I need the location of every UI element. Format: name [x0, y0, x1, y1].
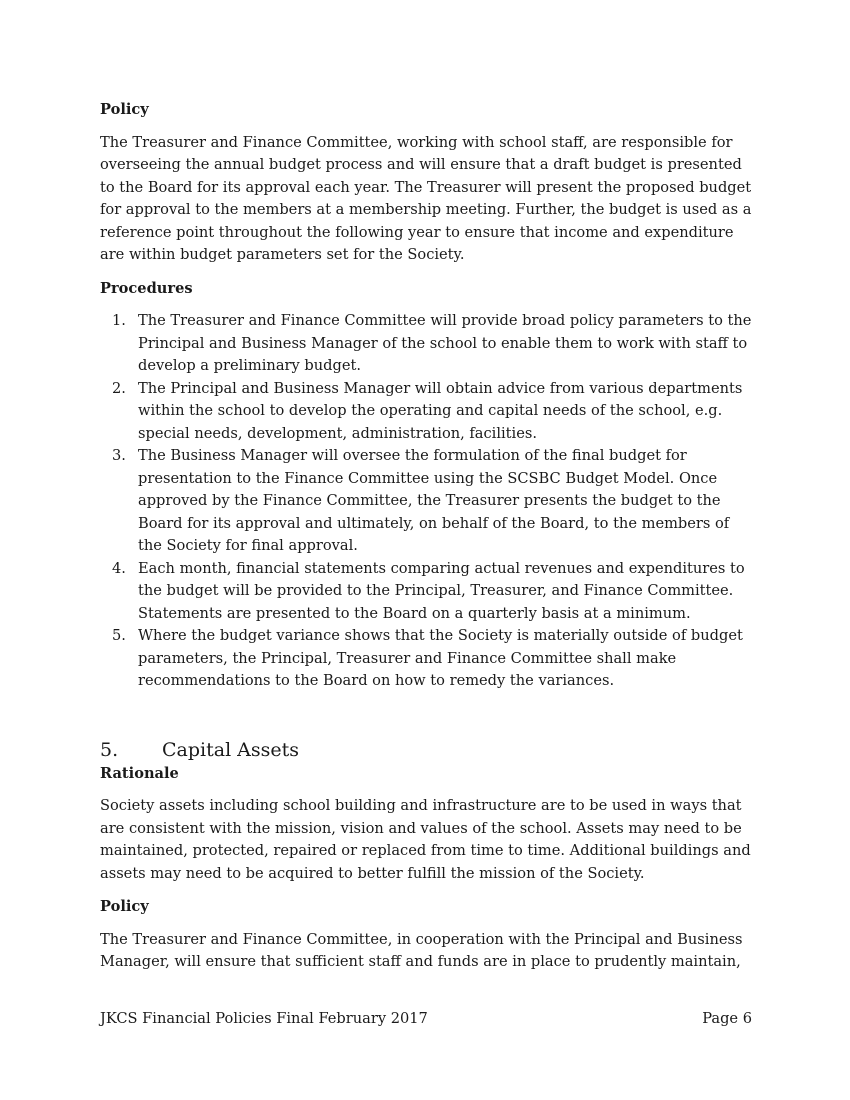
procedures-list: [100, 310, 752, 693]
capital-policy-heading: Policy: [100, 898, 149, 915]
section-number: 5.: [100, 738, 119, 761]
footer-page-number: Page 6: [702, 1010, 752, 1027]
rationale-paragraph: Society assets including school building and infrastructure are to be used in ways that are consistent with the mission, vision and values of the school. Assets may need to be maintained, protected, repaired or replaced from time to time. Additional buildings and assets may need to be acquired to better fulfill the mission of the Society.: [100, 797, 751, 882]
list-item-text: The Treasurer and Finance Committee will provide broad policy parameters to the Principal and Business Manager of the school to enable them to work with staff to develop a preliminary budget.: [138, 312, 752, 374]
capital-policy-paragraph: The Treasurer and Finance Committee, in cooperation with the Principal and Business Manager, will ensure that sufficient staff and funds are in place to prudently maintain,: [100, 930, 743, 970]
footer-document-title: JKCS Financial Policies Final February 2017: [100, 1010, 428, 1027]
list-item-number: 4.: [112, 559, 126, 577]
list-item: [100, 378, 752, 446]
section-title-text: Capital Assets: [162, 738, 300, 761]
list-item-text: The Business Manager will oversee the formulation of the final budget for presentation to the Finance Committee using the SCSBC Budget Model. Once approved by the Finance Committee, the Treasurer presents the budget to the Board for its approval and ultimately, on behalf of the Board, to the members of the Society for final approval.: [138, 447, 730, 554]
list-item: [100, 558, 752, 626]
policy-heading: Policy: [100, 101, 149, 118]
list-item-number: 1.: [112, 312, 126, 329]
procedures-heading: Procedures: [100, 279, 193, 297]
section-title: [100, 737, 752, 763]
rationale-heading: Rationale: [100, 764, 179, 782]
document-page: [100, 99, 752, 985]
list-item: [100, 625, 752, 693]
page-footer: [100, 1008, 752, 1030]
list-item-text: Where the budget variance shows that the Society is materially outside of budget parameters, the Principal, Treasurer and Finance Committee shall make recommendations to the Board on how to remedy the variances.: [138, 627, 743, 689]
policy-paragraph: The Treasurer and Finance Committee, working with school staff, are responsible for overseeing the annual budget process and will ensure that a draft budget is presented to the Board for its approval each year. The Treasurer will present the proposed budget for approval to the members at a membership meeting. Further, the budget is used as a reference point throughout the following year to ensure that income and expenditure are within budget parameters set for the Society.: [100, 133, 752, 263]
list-item-number: 3.: [112, 447, 126, 464]
list-item: [100, 445, 752, 558]
list-item-number: 5.: [112, 627, 126, 644]
list-item-text: The Principal and Business Manager will obtain advice from various departments within the school to develop the operating and capital needs of the school, e.g. special needs, development, administration, facilities.: [138, 379, 743, 442]
list-item: [100, 310, 752, 378]
list-item-text: Each month, financial statements comparing actual revenues and expenditures to the budget will be provided to the Principal, Treasurer, and Finance Committee. Statements are presented to the Board on a quarterly basis at a minimum.: [138, 559, 745, 622]
list-item-number: 2.: [112, 379, 126, 397]
